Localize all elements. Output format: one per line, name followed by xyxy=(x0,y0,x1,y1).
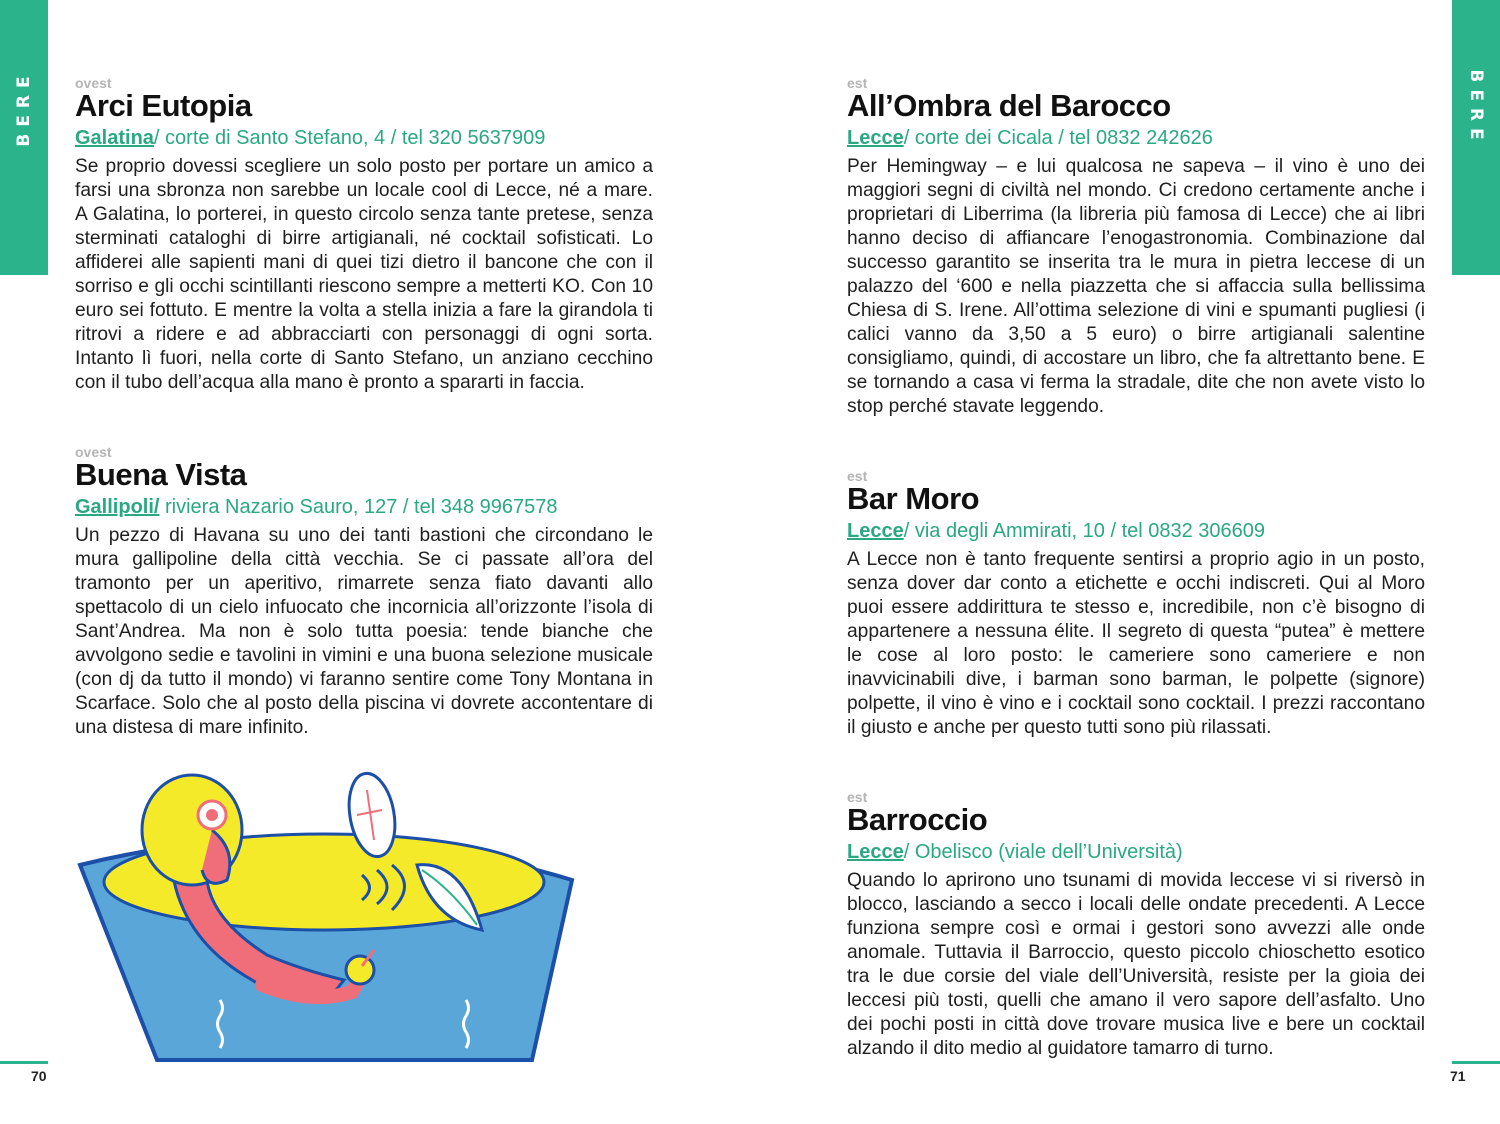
venue-description: Quando lo aprirono uno tsunami di movida leccese vi si riversò in blocco, lasciando a secco i locali delle ondate precedenti. A Lecce funziona sempre così e ormai i gestori sono avvezzi alle onde anomale. Tuttavia il Barroccio, questo piccolo chioschetto esotico tra le due corsie del viale dell’Università, resiste per la gioia dei leccesi più tosti, quelli che amano il vero sapore dell’asfalto. Uno dei pochi posti in città dove trovare musica live e bere un cocktail alzando il dito medio al guidatore tamarro di turno. xyxy=(847,870,1425,1059)
venue-description: Un pezzo di Havana su uno dei tanti bastioni che circondano le mura gallipoline della città vecchia. Se ci passate all’ora del tramonto per un aperitivo, rimarrete senza fiato davanti allo spettacolo di un cielo infuocato che incornicia all’orizzonte l’isola di Sant’Andrea. Ma non è solo tutta poesia: tende bianche che avvolgono sedie e tavolini in vimini e una buona selezione musicale (con dj da tutto il mondo) vi faranno sentire come Tony Montana in Scarface. Solo che al posto della piscina vi dovrete accontentare di una distesa di mare infinito. xyxy=(75,525,653,738)
page-number-right: 71 xyxy=(1450,1068,1466,1084)
page-number-left: 70 xyxy=(31,1068,47,1084)
venue-description: Se proprio dovessi scegliere un solo posto per portare un amico a farsi una sbronza non sarebbe un locale cool di Lecce, né a mare. A Galatina, lo porterei, in questo circolo senza tante pretese, senza sterminati cataloghi di birre artigianali, né cocktail sofisticati. Lo affiderei alle sapienti mani di quei tizi dietro il bancone che con il sorriso e gli occhi scintillanti riescono sempre a metterti KO. Con 10 euro sei fottuto. E mentre la volta a stella inizia a fare la girandola ti ritrovi a ridere e ad abbracciarti con personaggi di ogni sorta. Intanto lì fuori, nella corte di Santo Stefano, un anziano cecchino con il tubo dell’acqua alla mano è pronto a spararti in faccia. xyxy=(75,156,653,393)
venue-entry-buena-vista xyxy=(75,445,653,740)
woman-in-tub-illustration xyxy=(62,770,592,1065)
venue-zone: ovest xyxy=(75,75,112,91)
venue-address-detail: / via degli Ammirati, 10 / tel 0832 306609 xyxy=(903,520,1266,542)
section-label: BERE xyxy=(1466,69,1486,147)
section-tab-right xyxy=(1452,0,1500,275)
venue-address xyxy=(847,516,1425,546)
venue-town: Galatina xyxy=(75,127,154,149)
venue-name: Bar Moro xyxy=(847,481,980,516)
venue-town: Gallipoli/ xyxy=(75,496,160,518)
venue-zone: est xyxy=(847,789,868,805)
section-tab-left xyxy=(0,0,48,275)
venue-zone: est xyxy=(847,468,868,484)
venue-zone: ovest xyxy=(75,444,112,460)
venue-entry-arci-eutopia xyxy=(75,76,653,395)
venue-town: Lecce xyxy=(847,520,904,542)
venue-description: Per Hemingway – e lui qualcosa ne sapeva – il vino è uno dei maggiori segni di civiltà nel mondo. Ci credono certamente anche i proprietari di Liberrima (la libreria più famosa di Lecce) che ai libri hanno deciso di affiancare l’enogastronomia. Combinazione dal successo garantito se inserita tra le mura in pietra leccese di un palazzo del ‘600 e nella piazzetta che si affaccia sulla bellissima Chiesa di S. Irene. All’ottima selezione di vini e spumanti pugliesi (i calici vanno da 3,50 a 5 euro) o birre artigianali salentine consigliamo, quindi, di accostare un libro, che fa altrettanto bene. E se tornando a casa vi ferma la stradale, dite che non avete visto lo stop perché stavate leggendo. xyxy=(847,156,1425,417)
venue-entry-bar-moro xyxy=(847,469,1425,740)
venue-address-detail: / corte di Santo Stefano, 4 / tel 320 5637909 xyxy=(153,127,546,149)
venue-description: A Lecce non è tanto frequente sentirsi a proprio agio in un posto, senza dover dar conto a etichette e occhi indiscreti. Qui al Moro puoi essere addirittura te stesso e, incredibile, non c’è bisogno di appartenere a nessuna élite. Il segreto di questa “putea” è mettere le cose al loro posto: le cameriere sono cameriere e non inavvicinabili dive, i barman sono barman, le polpette (signore) polpette, il vino è vino e i cocktail sono cocktail. I prezzi raccontano il giusto e anche per questo tutti sono più rilassati. xyxy=(847,549,1425,738)
venue-entry-barroccio xyxy=(847,790,1425,1061)
venue-town: Lecce xyxy=(847,841,904,863)
page-footer-rule-left xyxy=(0,1061,48,1064)
page-footer-rule-right xyxy=(1452,1061,1500,1064)
venue-address xyxy=(75,492,653,522)
section-label: BERE xyxy=(14,69,34,147)
venue-address xyxy=(847,123,1425,153)
venue-address xyxy=(847,837,1425,867)
venue-entry-all-ombra-del-barocco xyxy=(847,76,1425,419)
venue-name: All’Ombra del Barocco xyxy=(847,88,1171,123)
venue-zone: est xyxy=(847,75,868,91)
venue-address-detail: / Obelisco (viale dell’Università) xyxy=(903,841,1183,863)
venue-town: Lecce xyxy=(847,127,904,149)
venue-name: Barroccio xyxy=(847,802,988,837)
venue-name: Buena Vista xyxy=(75,457,247,492)
venue-name: Arci Eutopia xyxy=(75,88,252,123)
venue-address xyxy=(75,123,653,153)
venue-address-detail: riviera Nazario Sauro, 127 / tel 348 9967578 xyxy=(159,496,558,518)
venue-address-detail: / corte dei Cicala / tel 0832 242626 xyxy=(903,127,1213,149)
